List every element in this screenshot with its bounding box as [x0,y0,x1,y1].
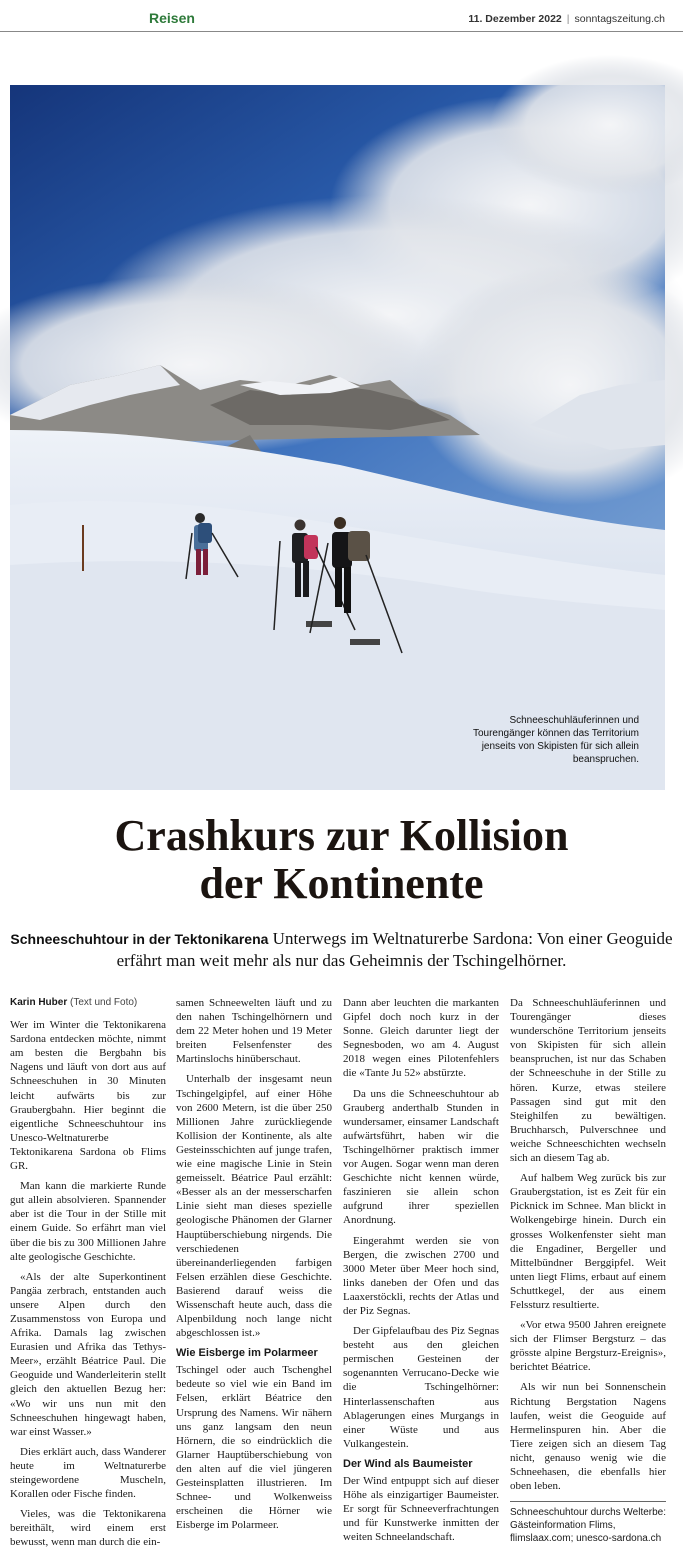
page-header [0,0,683,32]
paragraph: Der Wind entpuppt sich auf dieser Höhe als einzigartiger Baumeister. Er sorgt für Schneeverfrachtungen und für Kunstwerke inmitten der weiten Schneelandschaft. [343,1474,499,1544]
paragraph: Eingerahmt werden sie von Bergen, die zwischen 2700 und 3000 Meter über Meer hoch sind, links daneben der Ofen und das Laaxerstöckli, rechts der Atlas und der Piz Segnas. [343,1234,499,1317]
author-role: (Text und Foto) [70,997,138,1008]
paragraph: Tschingel oder auch Tschenghel bedeute so viel wie ein Band im Felsen, erklärt Béatrice den Ursprung des Namens. Wir nähern uns ganz langsam den neun Hörnern, die so eindrücklich die Glarner Hauptüberschiebung von den alten auf die viel jüngeren Gesteinsplatten illustrieren. Im Schnee- und Wolkenweiss erscheinen die Hörner wie Eisberge im Polarmeer. [176,1364,332,1532]
site-link[interactable]: sonntagszeitung.ch [574,13,665,25]
subheading: Wie Eisberge im Polarmeer [176,1347,318,1360]
column-4 [510,996,666,1545]
issue-meta [468,13,665,25]
author-name: Karin Huber [10,997,68,1008]
hero-photo [10,85,665,790]
column-2 [176,996,332,1538]
paragraph: Dann aber leuchten die markanten Gipfel doch noch kurz in der Sonne. Gleich darunter liegt der Segnesboden, wo am 4. August 2018 wegen eines Pilotenfehlers die «Tante Ju 52» abstürzte. [343,997,499,1080]
issue-date: 11. Dezember 2022 [468,13,562,25]
paragraph: Man kann die markierte Runde gut allein absolvieren. Spannender aber ist die Tour in der Stille mit einem Guide. So erfährt man viel über die bis zu 300 Millionen Jahre alte geologische Geschichte. [10,1180,166,1263]
meta-separator: | [566,13,570,25]
section-label: Reisen [149,10,195,26]
paragraph: Vieles, was die Tektonikarena bereithält, wird einem erst bewusst, wenn man durch die ein- [10,1508,166,1549]
article-title [0,812,683,908]
paragraph: samen Schneewelten läuft und zu den nahen Tschingelhörnern und dem 22 Meter hohen und 19 Meter breiten Felsenfenster des Martinslochs hinüberschaut. [176,997,332,1066]
paragraph: Wer im Winter die Tektonikarena Sardona entdecken möchte, nimmt am besten die Bergbahn bis Nagens und läuft von dort aus auf Schneeschuhen in 30 Minuten leicht aufwärts bis zur Graubergbahn. Hier beginnt die eigentliche Schneeschuhtour ins Unesco-Weltnaturerbe Tektonikarena Sardona ob Flims GR. [10,1019,166,1173]
paragraph: Auf halbem Weg zurück bis zur Graubergstation, ist es Zeit für ein Picknick im Schnee. Man blickt in Wolkengebirge hinein. Durch ein grosses Wolkenfenster sieht man die Engadiner, Bergeller und Mittelbündner Berggipfel. Weit unten liegt Flims, erbaut auf einem Schuttkegel, der aus einem Felssturz resultierte. [510,1172,666,1311]
snowshoe-scene-illustration [10,85,665,790]
paragraph: Unterhalb der insgesamt neun Tschingelgipfel, auf einer Höhe von 2600 Metern, ist die über 250 Millionen Jahre zurückliegende Kollision der Kontinente, als alte Gesteinsschichten auf junge trafen, wie eine magische Linie in Stein gemeisselt. Béatrice Paul erzählt: «Besser als an der messerscharfen Linie sieht man dieses spezielle geologische Phänomen der Glarner Hauptüberschiebung nirgends. Die verschiedenen übereinanderliegenden farbigen Felsen erzählen diese Geschichte. Basierend darauf weiss die Wissenschaft heute auch, dass die Alpenbildung noch lange nicht abgeschlossen ist.» [176,1073,332,1340]
title-line-1: Crashkurs zur Kollision [114,811,569,860]
article-dek [10,928,673,971]
subheading: Der Wind als Baumeister [343,1457,473,1470]
paragraph: Da uns die Schneeschuhtour ab Grauberg anderthalb Stunden in wundersamer, einsamer Landschaft aufwärtsführt, haben wir die Tschingelhörner praktisch immer vor Augen. Sogar wenn man deren Geschichte nicht kennen würde, faszinieren sie allein schon aufgrund ihrer speziellen Anordnung. [343,1087,499,1227]
paragraph: Als wir nun bei Sonnenschein Richtung Bergstation Nagens laufen, weist die Geoguide auf Hermelinspuren hin. Aber die Tiere zeigen sich an diesem Tag nicht, genauso wenig wie die Schneehasen, die ebenfalls hier oben leben. [510,1381,666,1493]
kicker: Schneeschuhtour in der Tektonikarena [10,931,269,947]
dek-text: Unterwegs im Weltnaturerbe Sardona: Von einer Geoguide erfährt man weit mehr als nur das Geheimnis der Tschingelhörner. [116,929,673,970]
column-3 [343,996,499,1550]
paragraph: Der Gipfelaufbau des Piz Segnas besteht aus den gleichen permischen Gesteinen der sogenannten Verrucano-Decke wie die Tschingelhörner: Hinterlassenschaften aus Ablagerungen eines Murgangs in einer Wüste und aus Vulkangestein. [343,1325,499,1450]
column-1 [10,996,166,1555]
paragraph: Da Schneeschuhläuferinnen und Tourengänger dieses wunderschöne Territorium jenseits von Skipisten für sich allein beanspruchen, ist nur das Schaben der Schneeschuhe in der Stille zu hören. Kurze, etwas steilere Passagen sind gut mit den Steighilfen zu bewältigen. Bruchharsch, Pulverschnee und weiche Schneeschichten wechseln sich an diesem Tag ab. [510,997,666,1165]
byline [10,996,166,1010]
title-line-2: der Kontinente [199,859,484,908]
paragraph: «Vor etwa 9500 Jahren ereignete sich der Flimser Bergsturz – das grösste alpine Bergsturz-Ereignis», berichtet Béatrice. [510,1319,666,1374]
photo-caption: Schneeschuhläuferinnen und Tourengänger können das Territorium jenseits von Skipisten für sich allein beanspruchen. [472,715,639,765]
info-box: Schneeschuhtour durchs Welterbe: Gästeinformation Flims, flimslaax.com; unesco-sardona.ch [510,1501,666,1545]
paragraph: «Als der alte Superkontinent Pangäa zerbrach, entstanden auch unsere Alpen durch den Zusammenstoss von Europa und Afrika. Damals lag zwischen Eurasien und Afrika das Tethys-Meer», erzählt Béatrice Paul. Die Geoguide und Wanderleiterin stellt gleich den aktuellen Bezug her: «Wo wir uns nun mit den Schneeschuhen hingewagt haben, war einst Wasser.» [10,1270,166,1438]
paragraph: Dies erklärt auch, dass Wanderer heute im Weltnaturerbe steingewordene Muscheln, Korallen oder Fische finden. [10,1445,166,1501]
